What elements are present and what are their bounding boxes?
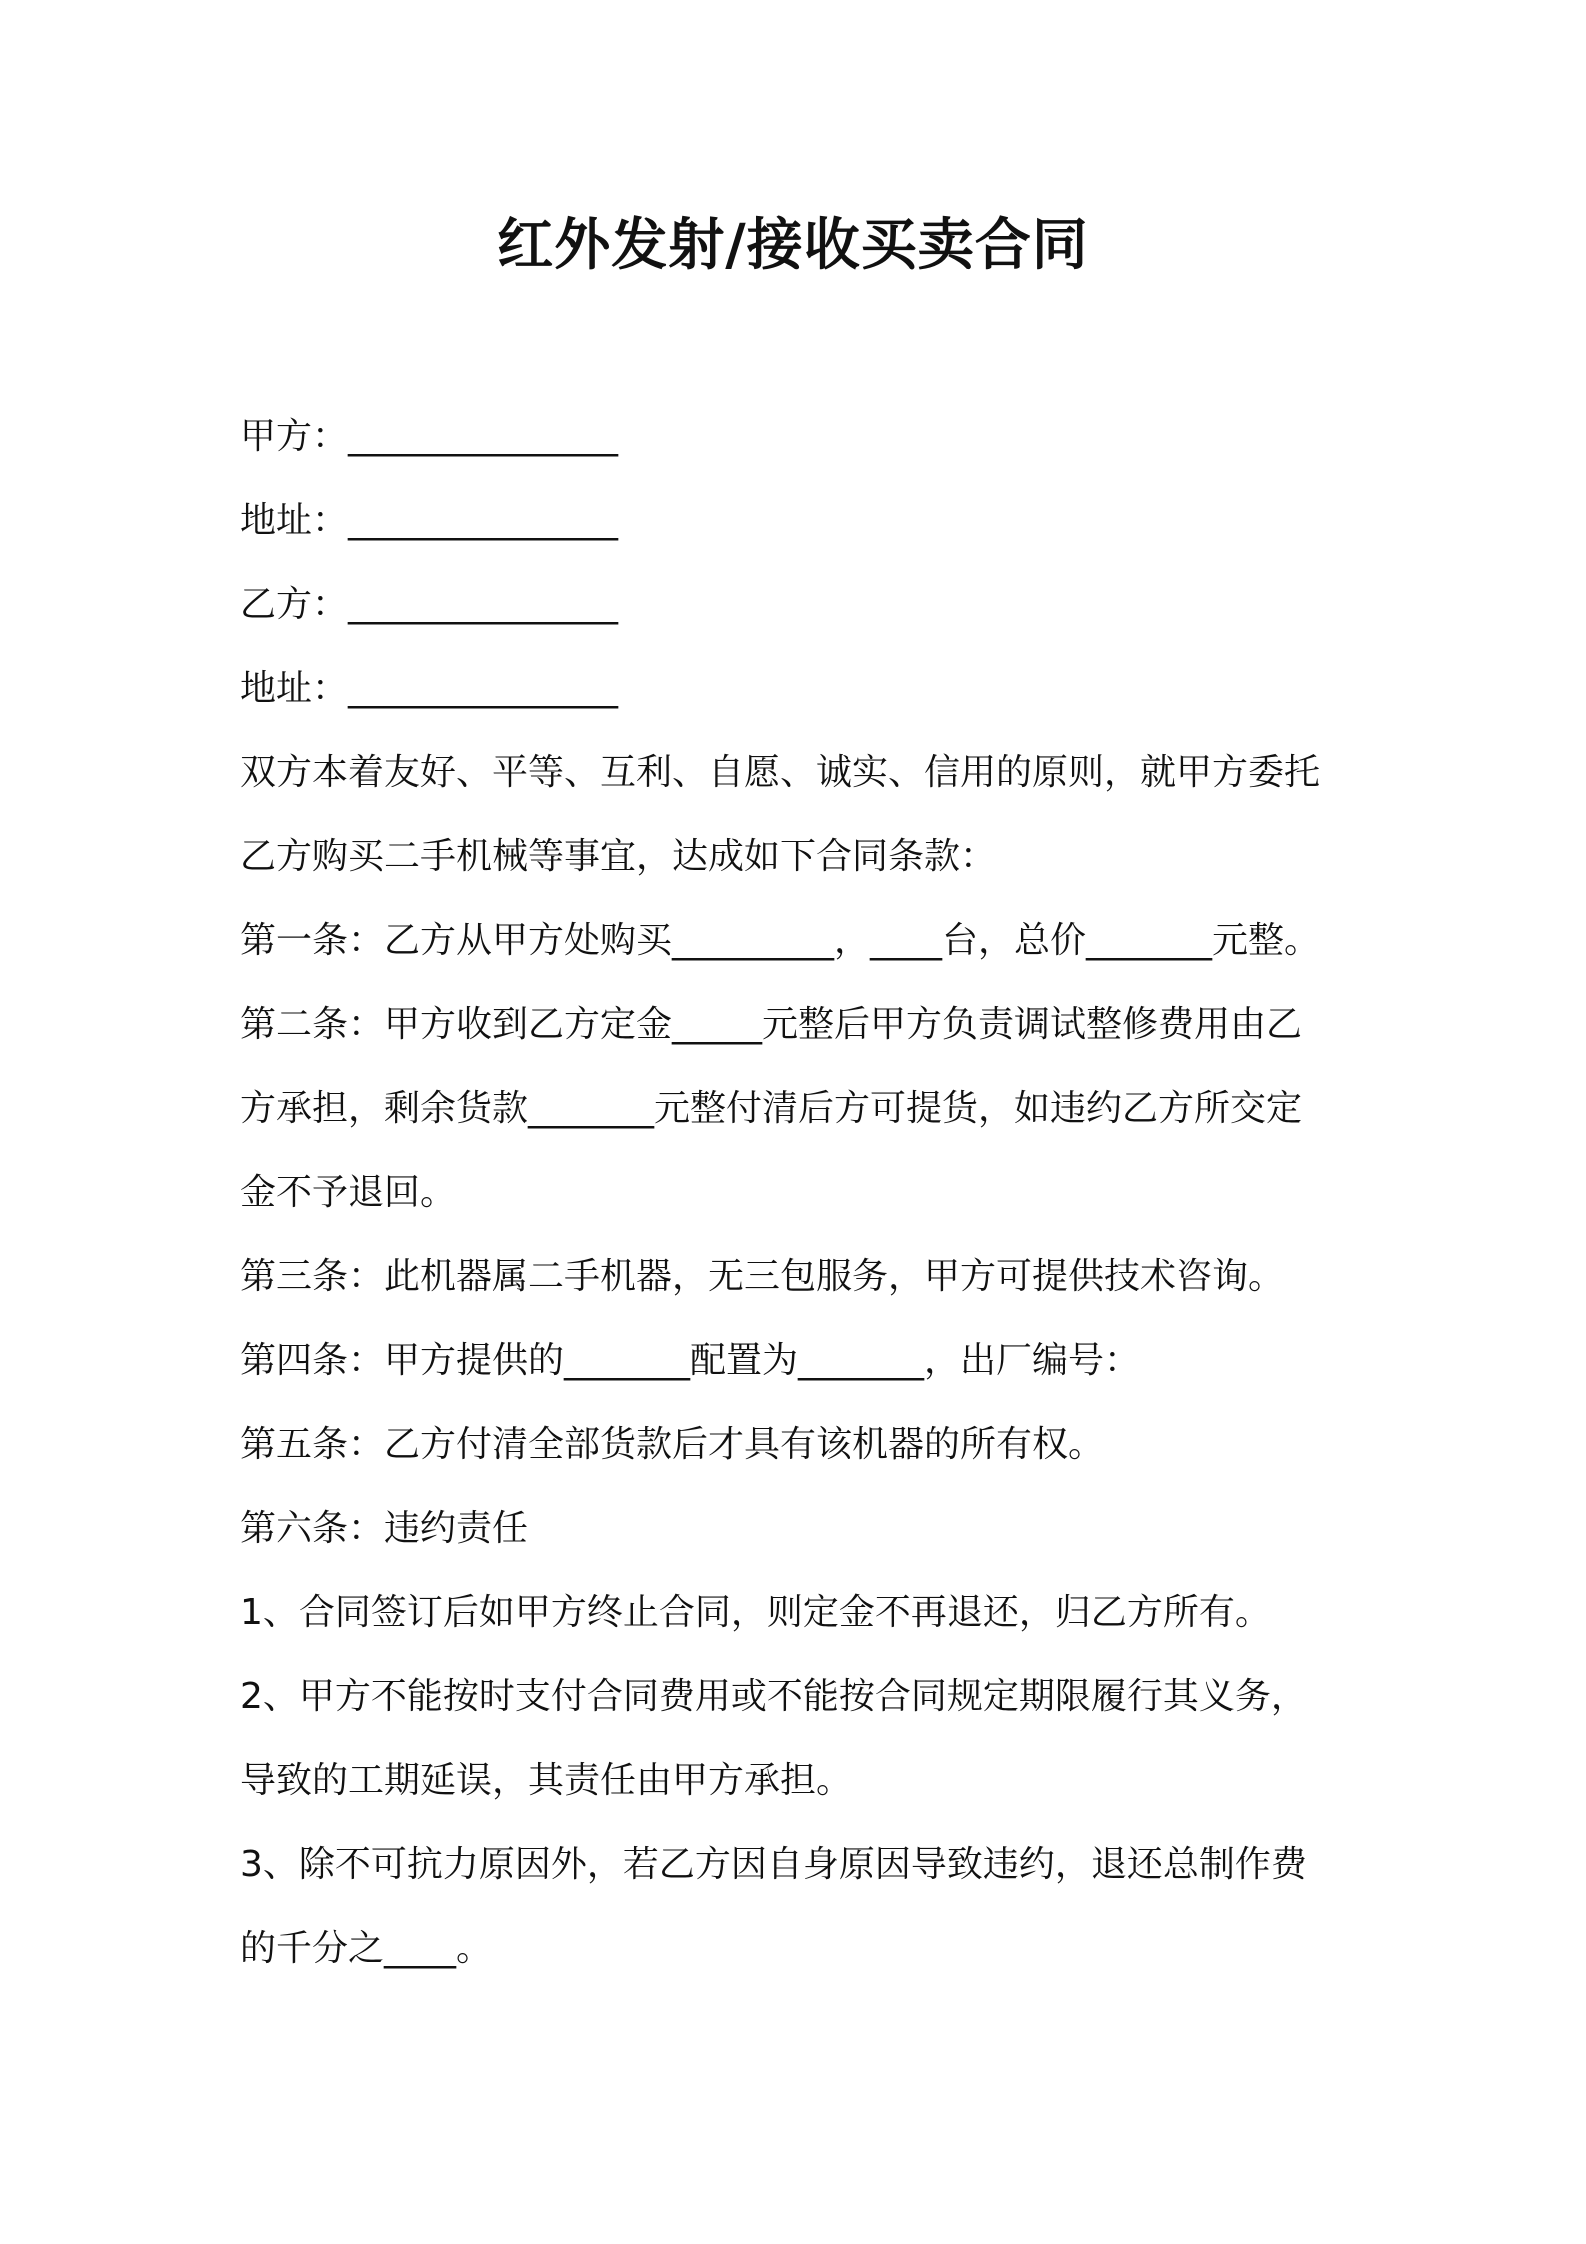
preamble-line-2: 乙方购买二手机械等事宜，达成如下合同条款： bbox=[240, 836, 997, 877]
article-3: 第三条：此机器属二手机器，无三包服务，甲方可提供技术咨询。 bbox=[240, 1256, 1285, 1297]
clause-1: 1、合同签订后如甲方终止合同，则定金不再退还，归乙方所有。 bbox=[240, 1592, 1271, 1633]
document-title: 红外发射/接收买卖合同 bbox=[497, 213, 1089, 278]
article-5: 第五条：乙方付清全部货款后才具有该机器的所有权。 bbox=[240, 1424, 1105, 1465]
preamble-line-1: 双方本着友好、平等、互利、自愿、诚实、信用的原则，就甲方委托 bbox=[240, 752, 1321, 793]
article-4: 第四条：甲方提供的_______配置为_______，出厂编号： bbox=[240, 1340, 1141, 1381]
party-a-line: 甲方：_______________ bbox=[240, 416, 619, 457]
party-b-line: 乙方：_______________ bbox=[240, 584, 619, 625]
clause-2-line-2: 导致的工期延误，其责任由甲方承担。 bbox=[240, 1760, 853, 1801]
article-2-line-1: 第二条：甲方收到乙方定金_____元整后甲方负责调试整修费用由乙 bbox=[240, 1004, 1303, 1045]
clause-3-line-1: 3、除不可抗力原因外，若乙方因自身原因导致违约，退还总制作费 bbox=[240, 1844, 1307, 1885]
article-2-line-3: 金不予退回。 bbox=[240, 1172, 457, 1213]
clause-2-line-1: 2、甲方不能按时支付合同费用或不能按合同规定期限履行其义务， bbox=[240, 1676, 1307, 1717]
article-2-line-2: 方承担，剩余货款_______元整付清后方可提货，如违约乙方所交定 bbox=[240, 1088, 1303, 1129]
article-6: 第六条：违约责任 bbox=[240, 1508, 529, 1549]
party-b-address-line: 地址：_______________ bbox=[240, 668, 619, 709]
clause-3-line-2: 的千分之____。 bbox=[240, 1928, 493, 1969]
article-1: 第一条：乙方从甲方处购买_________，____台，总价_______元整。 bbox=[240, 920, 1321, 961]
party-a-address-line: 地址：_______________ bbox=[240, 500, 619, 541]
